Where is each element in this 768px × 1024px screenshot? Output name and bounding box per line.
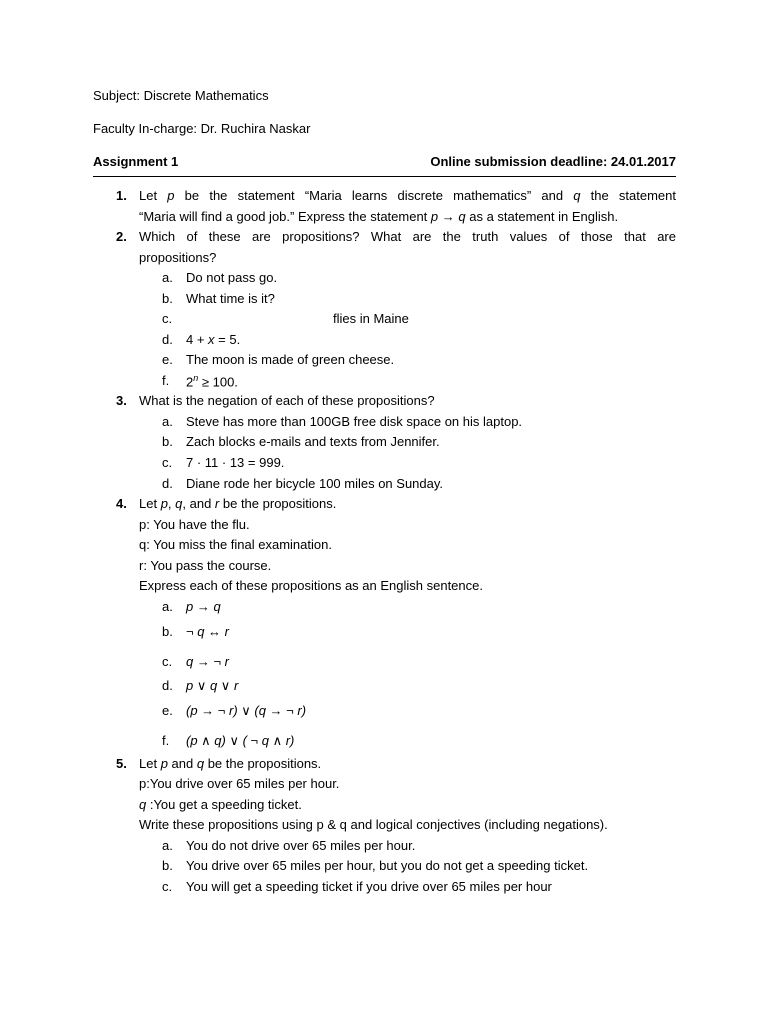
q4-intro: Let p, q, and r be the propositions. (139, 496, 337, 511)
submission-deadline: Online submission deadline: 24.01.2017 (430, 154, 676, 169)
faculty-line: Faculty In-charge: Dr. Ruchira Naskar (93, 121, 311, 136)
q1-line-1: Let p be the statement “Maria learns discrete mathematics” and q the statement (139, 188, 677, 203)
q4-item-a-label: a. (162, 599, 173, 614)
q4-item-e: (p → ¬ r) ∨ (q → ¬ r) (186, 703, 307, 718)
q5-def-p: p:You drive over 65 miles per hour. (139, 776, 340, 791)
q4-number: 4. (116, 496, 127, 511)
q3-item-a-label: a. (162, 414, 173, 429)
q3-number: 3. (116, 393, 127, 408)
q2-item-b: What time is it? (186, 291, 275, 306)
q2-item-d-label: d. (162, 332, 173, 347)
q5-item-b: You drive over 65 miles per hour, but you do not get a speeding ticket. (186, 858, 589, 873)
q4-item-f: (p ∧ q) ∨ ( ¬ q ∧ r) (186, 733, 295, 748)
q5-write: Write these propositions using p & q and logical conjectives (including negations). (139, 817, 608, 832)
q2-item-e: The moon is made of green cheese. (186, 352, 395, 367)
q2-item-a: Do not pass go. (186, 270, 278, 285)
q2-item-b-label: b. (162, 291, 173, 306)
q4-item-b-label: b. (162, 624, 173, 639)
q4-item-d: p ∨ q ∨ r (186, 678, 239, 693)
q4-def-q: q: You miss the final examination. (139, 537, 332, 552)
q1-line-2: “Maria will find a good job.” Express the statement p → q as a statement in English. (139, 209, 619, 224)
q5-number: 5. (116, 756, 127, 771)
q3-item-c: 7 · 11 · 13 = 999. (186, 455, 285, 470)
q2-item-f: $2^n \ge 100$. (186, 373, 238, 390)
q3-item-c-label: c. (162, 455, 173, 470)
q3-item-a: Steve has more than 100GB free disk space on his laptop. (186, 414, 523, 429)
q5-item-c-label: c. (162, 879, 173, 894)
q4-item-c-label: c. (162, 654, 173, 669)
q3-item-b: Zach blocks e-mails and texts from Jennifer. (186, 434, 440, 449)
q5-item-b-label: b. (162, 858, 173, 873)
q2-item-d: 4 + x = 5. (186, 332, 241, 347)
q2-number: 2. (116, 229, 127, 244)
q5-item-c: You will get a speeding ticket if you drive over 65 miles per hour (186, 879, 552, 894)
q3-item-d-label: d. (162, 476, 173, 491)
q2-item-a-label: a. (162, 270, 173, 285)
q4-item-f-label: f. (162, 733, 170, 748)
q4-express: Express each of these propositions as an English sentence. (139, 578, 483, 593)
q4-item-c: q → ¬ r (186, 654, 229, 669)
q4-def-r: r: You pass the course. (139, 558, 272, 573)
q3-item-b-label: b. (162, 434, 173, 449)
q1-number: 1. (116, 188, 127, 203)
q4-item-b: ¬ q ↔ r (186, 624, 229, 639)
q2-item-c-label: c. (162, 311, 173, 326)
assignment-title: Assignment 1 (93, 154, 179, 169)
q5-def-q: q :You get a speeding ticket. (139, 797, 302, 812)
subject-line: Subject: Discrete Mathematics (93, 88, 269, 103)
q3-item-d: Diane rode her bicycle 100 miles on Sunday. (186, 476, 444, 491)
q4-def-p: p: You have the flu. (139, 517, 250, 532)
q2-line-1: Which of these are propositions? What are the truth values of those that are (139, 229, 676, 244)
q5-item-a-label: a. (162, 838, 173, 853)
q2-line-2: propositions? (139, 250, 217, 265)
header-divider (93, 176, 676, 177)
q5-intro: Let p and q be the propositions. (139, 756, 322, 771)
q5-item-a: You do not drive over 65 miles per hour. (186, 838, 416, 853)
q2-item-c: flies in Maine (333, 311, 409, 326)
q2-item-e-label: e. (162, 352, 173, 367)
q3-text: What is the negation of each of these propositions? (139, 393, 435, 408)
q4-item-e-label: e. (162, 703, 173, 718)
q4-item-a: p → q (186, 599, 221, 614)
q2-item-f-label: f. (162, 373, 170, 388)
q4-item-d-label: d. (162, 678, 173, 693)
